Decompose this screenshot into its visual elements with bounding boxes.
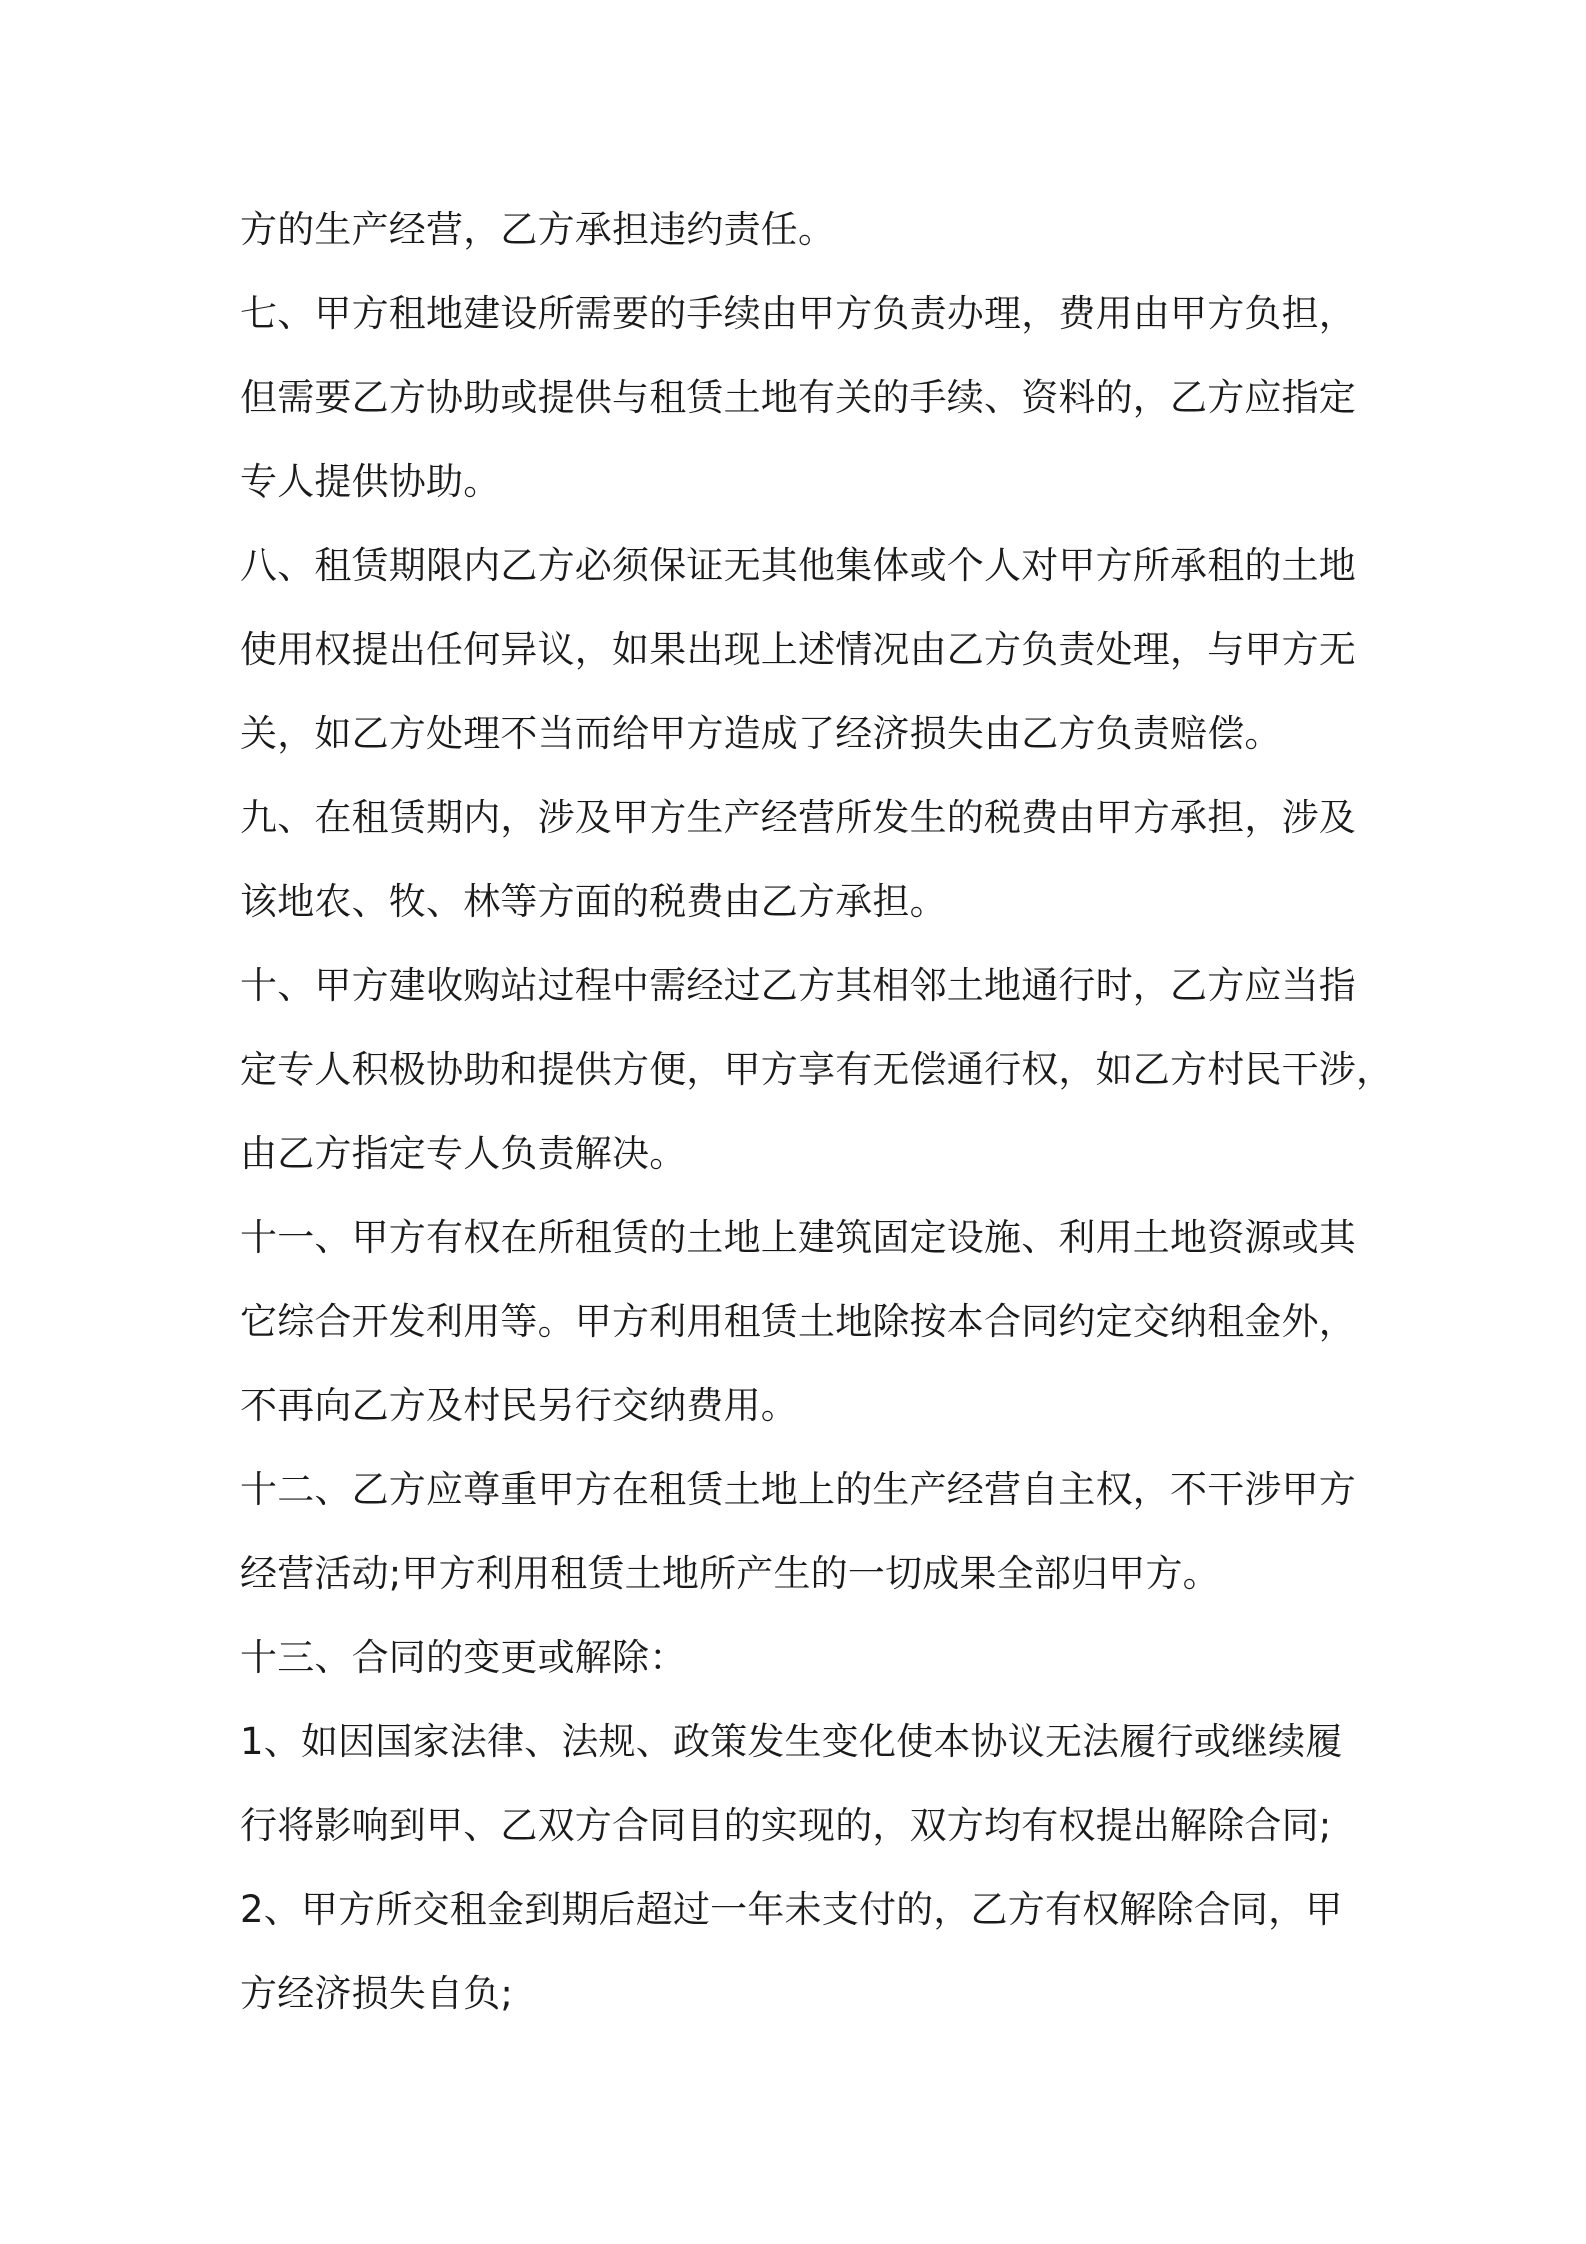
text-line: 1、如因国家法律、法规、政策发生变化使本协议无法履行或继续履 [240,1720,1343,1763]
text-line: 十三、合同的变更或解除： [240,1636,687,1679]
text-line: 定专人积极协助和提供方便，甲方享有无偿通行权，如乙方村民干涉， [240,1048,1394,1091]
text-line: 七、甲方租地建设所需要的手续由甲方负责办理，费用由甲方负担， [240,292,1356,335]
text-line: 方的生产经营，乙方承担违约责任。 [240,208,836,251]
text-line: 方经济损失自负; [240,1972,514,2015]
text-line: 但需要乙方协助或提供与租赁土地有关的手续、资料的，乙方应指定 [240,376,1356,419]
text-line: 八、租赁期限内乙方必须保证无其他集体或个人对甲方所承租的土地 [240,544,1356,587]
text-line: 由乙方指定专人负责解决。 [240,1132,687,1175]
text-line: 专人提供协助。 [240,460,501,503]
text-line: 十二、乙方应尊重甲方在租赁土地上的生产经营自主权，不干涉甲方 [240,1468,1356,1511]
text-line: 关，如乙方处理不当而给甲方造成了经济损失由乙方负责赔偿。 [240,712,1282,755]
text-line: 九、在租赁期内，涉及甲方生产经营所发生的税费由甲方承担，涉及 [240,796,1356,839]
text-line: 使用权提出任何异议，如果出现上述情况由乙方负责处理，与甲方无 [240,628,1356,671]
text-line: 经营活动;甲方利用租赁土地所产生的一切成果全部归甲方。 [240,1552,1220,1595]
text-line: 2、甲方所交租金到期后超过一年未支付的，乙方有权解除合同，甲 [240,1888,1343,1931]
document-body [240,188,1394,2036]
text-line: 十、甲方建收购站过程中需经过乙方其相邻土地通行时，乙方应当指 [240,964,1356,1007]
text-line: 行将影响到甲、乙双方合同目的实现的，双方均有权提出解除合同; [240,1804,1332,1847]
text-line: 它综合开发利用等。甲方利用租赁土地除按本合同约定交纳租金外， [240,1300,1356,1343]
text-line: 不再向乙方及村民另行交纳费用。 [240,1384,798,1427]
text-line: 十一、甲方有权在所租赁的土地上建筑固定设施、利用土地资源或其 [240,1216,1356,1259]
text-line: 该地农、牧、林等方面的税费由乙方承担。 [240,880,947,923]
